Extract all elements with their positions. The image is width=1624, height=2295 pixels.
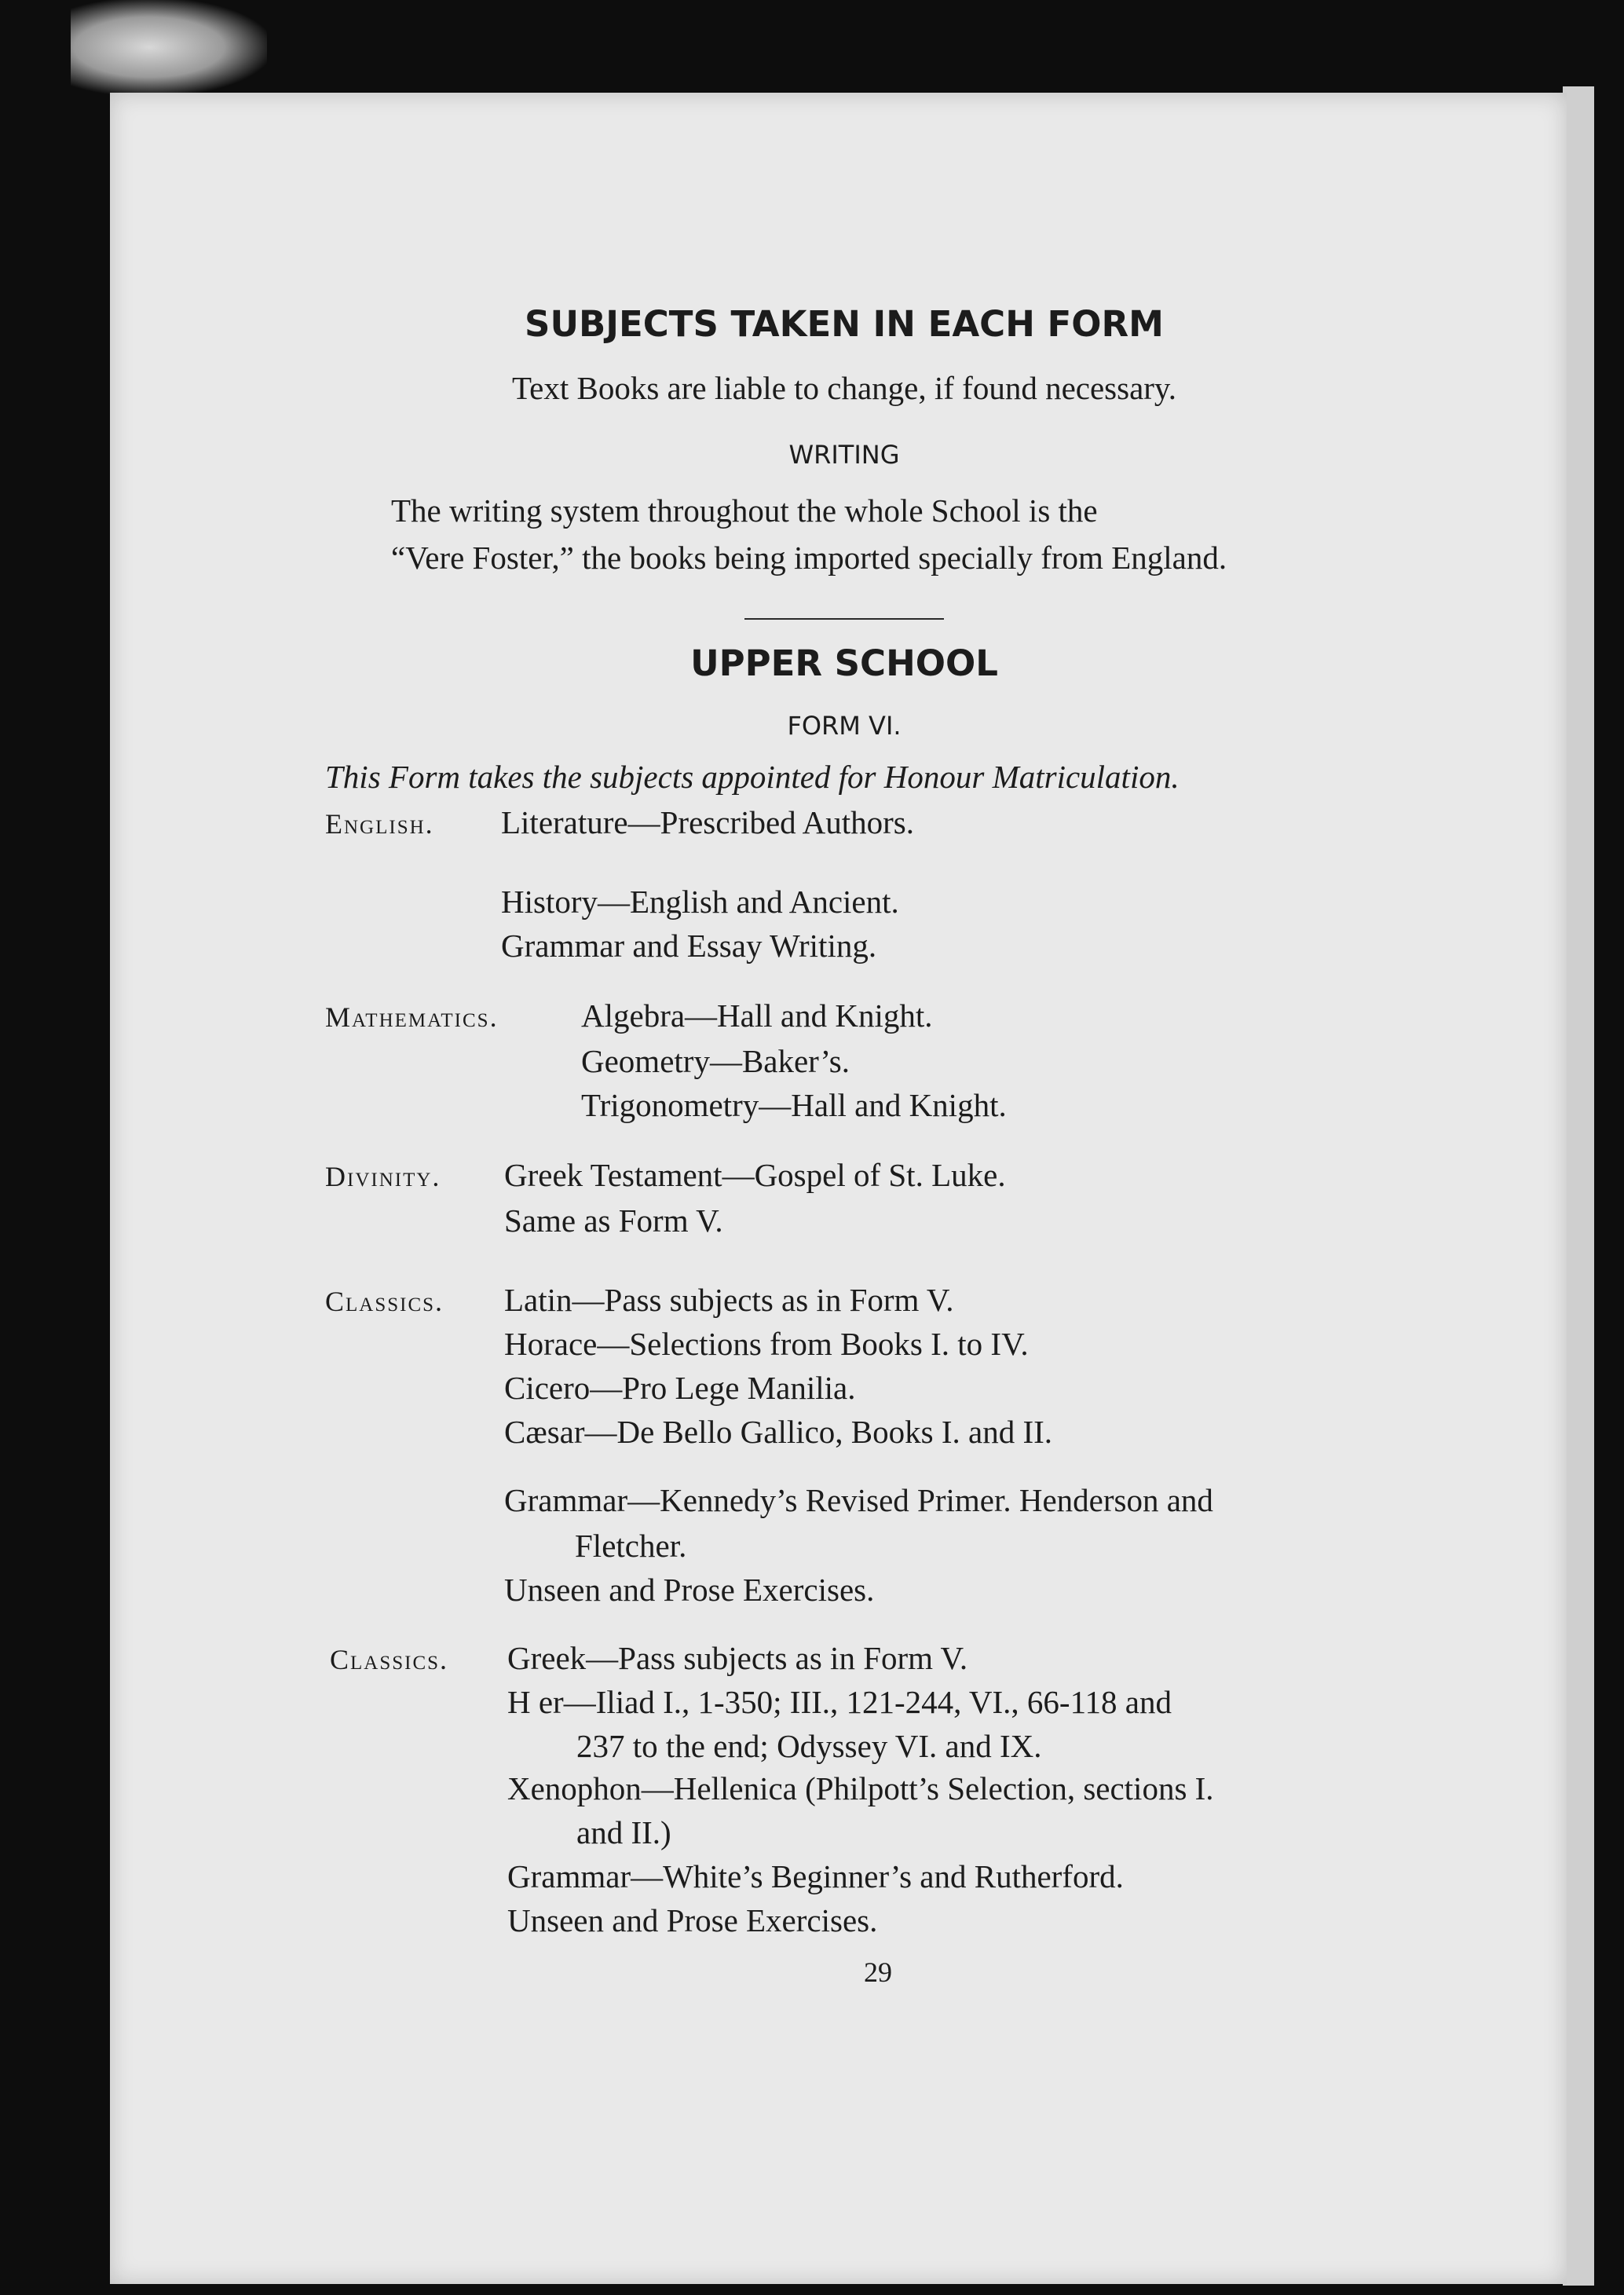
subject-line: Grammar—White’s Beginner’s and Rutherford.	[507, 1858, 1124, 1894]
subject-line-continued: 237 to the end; Odyssey VI. and IX.	[576, 1728, 1042, 1764]
category-mathematics: Mathematics.	[325, 1001, 499, 1033]
subject-line: Trigonometry—Hall and Knight.	[581, 1087, 1007, 1123]
page-number: 29	[864, 1956, 892, 1988]
writing-line: “Vere Foster,” the books being imported specially from England.	[391, 540, 1227, 576]
subject-line: Grammar—Kennedy’s Revised Primer. Henderson and	[504, 1482, 1213, 1518]
subject-line: Same as Form V.	[504, 1202, 723, 1239]
category-classics-latin: Classics.	[325, 1286, 444, 1317]
subject-line: H er—Iliad I., 1-350; III., 121-244, VI., 66-118 and	[507, 1684, 1172, 1720]
writing-line: The writing system throughout the whole School is the	[391, 492, 1098, 529]
page-fold-edge	[1563, 86, 1594, 2286]
writing-paragraph	[391, 487, 1373, 581]
subject-line-continued: and II.)	[576, 1814, 671, 1850]
page-corner-stain	[71, 0, 267, 94]
category-divinity: Divinity.	[325, 1161, 441, 1192]
subject-line: Greek Testament—Gospel of St. Luke.	[504, 1157, 1006, 1193]
page-title: SUBJECTS TAKEN IN EACH FORM	[525, 303, 1164, 345]
subject-line: Greek—Pass subjects as in Form V.	[507, 1640, 968, 1676]
subject-line: Unseen and Prose Exercises.	[507, 1902, 878, 1938]
subject-line: Cicero—Pro Lege Manilia.	[504, 1370, 856, 1406]
subject-line: Geometry—Baker’s.	[581, 1043, 850, 1079]
form-heading: FORM VI.	[787, 711, 902, 741]
subject-line-continued: Fletcher.	[575, 1528, 687, 1564]
subject-line: Cæsar—De Bello Gallico, Books I. and II.	[504, 1414, 1053, 1450]
subject-line: History—English and Ancient.	[501, 884, 899, 920]
subject-line: Latin—Pass subjects as in Form V.	[504, 1282, 954, 1318]
subject-line: Literature—Prescribed Authors.	[501, 804, 915, 840]
subject-line: Horace—Selections from Books I. to IV.	[504, 1326, 1029, 1362]
category-classics-greek: Classics.	[330, 1644, 449, 1675]
category-english: English.	[325, 808, 434, 840]
upper-school-heading: UPPER SCHOOL	[690, 642, 998, 684]
writing-heading: WRITING	[788, 440, 900, 470]
subject-line: Algebra—Hall and Knight.	[581, 997, 933, 1034]
textbook-note: Text Books are liable to change, if found necessary.	[511, 370, 1177, 406]
section-divider	[744, 618, 944, 620]
subject-line: Grammar and Essay Writing.	[501, 928, 877, 964]
subject-line: Xenophon—Hellenica (Philpott’s Selection, sections I.	[507, 1770, 1214, 1806]
subject-line: Unseen and Prose Exercises.	[504, 1572, 875, 1608]
form-intro: This Form takes the subjects appointed for Honour Matriculation.	[325, 759, 1180, 795]
